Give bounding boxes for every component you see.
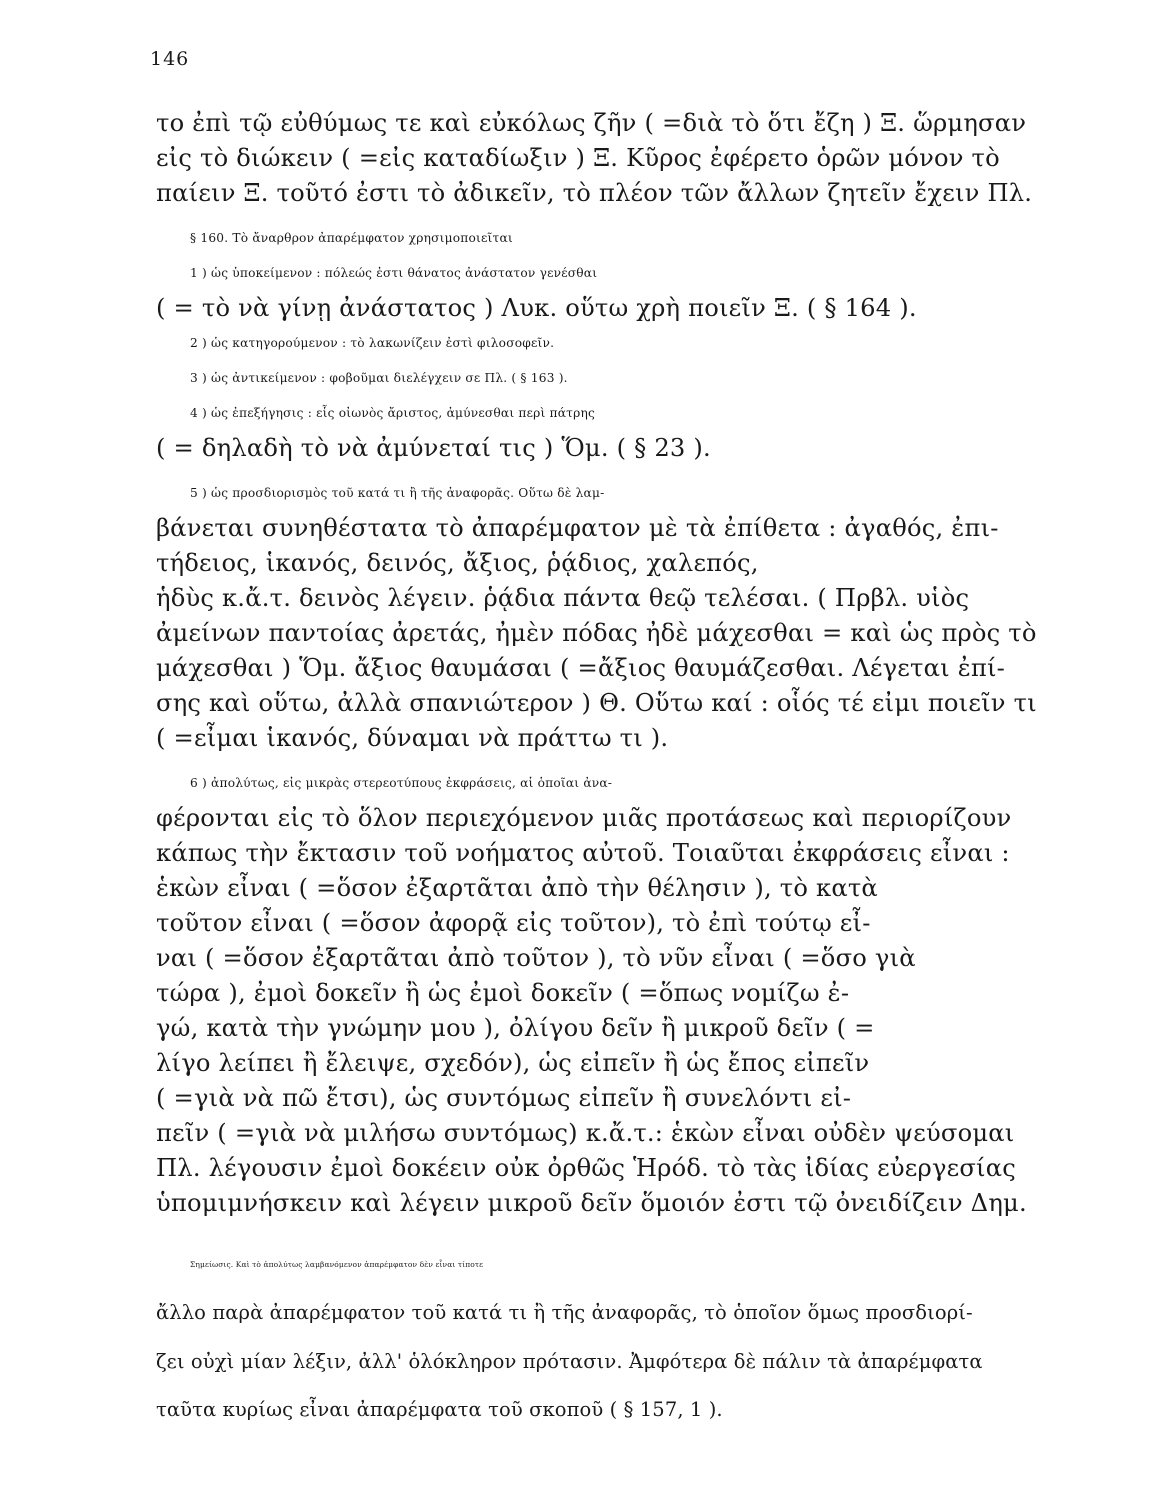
text-line: ἡδὺς κ.ἄ.τ. δεινὸς λέγειν. ῥᾴδια πάντα θεῷ τελέσαι. ( Πρβλ. υἱὸς: [156, 584, 970, 612]
text-line: ἑκὼν εἶναι ( =ὅσον ἐξαρτᾶται ἀπὸ τὴν θέλησιν ), τὸ κατὰ: [156, 874, 878, 902]
text-line: ( = τὸ νὰ γίνῃ ἀνάστατος ) Λυκ. οὕτω χρὴ ποιεῖν Ξ. ( § 164 ).: [156, 294, 917, 322]
note-line: ζει οὐχὶ μίαν λέξιν, ἀλλ' ὁλόκληρον πρότασιν. Ἀμφότερα δὲ πάλιν τὰ ἀπαρέμφατα: [156, 1349, 983, 1373]
text-line: παίειν Ξ. τοῦτό ἐστι τὸ ἀδικεῖν, τὸ πλέον τῶν ἄλλων ζητεῖν ἔχειν Πλ.: [156, 179, 1033, 207]
text-line: μάχεσθαι ) Ὅμ. ἄξιος θαυμάσαι ( =ἄξιος θαυμάζεσθαι. Λέγεται ἐπί-: [156, 654, 1006, 682]
text-line: τήδειος, ἱκανός, δεινός, ἄξιος, ῥᾴδιος, χαλεπός,: [156, 549, 759, 577]
text-line: γώ, κατὰ τὴν γνώμην μου ), ὀλίγου δεῖν ἢ μικροῦ δεῖν ( =: [156, 1014, 875, 1042]
text-line: 5 ) ὡς προσδιορισμὸς τοῦ κατά τι ἢ τῆς ἀναφορᾶς. Οὕτω δὲ λαμ-: [190, 486, 605, 500]
text-line: εἰς τὸ διώκειν ( =εἰς καταδίωξιν ) Ξ. Κῦρος ἐφέρετο ὁρῶν μόνον τὸ: [156, 144, 1000, 172]
text-line: βάνεται συνηθέστατα τὸ ἀπαρέμφατον μὲ τὰ ἐπίθετα : ἀγαθός, ἐπι-: [156, 514, 999, 542]
text-line: κάπως τὴν ἔκτασιν τοῦ νοήματος αὐτοῦ. Τοιαῦται ἐκφράσεις εἶναι :: [156, 839, 1010, 867]
main-text: [156, 106, 1070, 1221]
text-line: 1 ) ὡς ὑποκείμενον : πόλεώς ἐστι θάνατος ἀνάστατον γενέσθαι: [190, 266, 598, 280]
note-line: ταῦτα κυρίως εἶναι ἀπαρέμφατα τοῦ σκοποῦ ( § 157, 1 ).: [156, 1398, 723, 1421]
text-line: το ἐπὶ τῷ εὐθύμως τε καὶ εὐκόλως ζῆν ( =διὰ τὸ ὅτι ἔζη ) Ξ. ὥρμησαν: [156, 109, 1027, 137]
footnote: [156, 1242, 1070, 1444]
text-line: 2 ) ὡς κατηγορούμενον : τὸ λακωνίζειν ἐστὶ φιλοσοφεῖν.: [190, 336, 555, 350]
text-line: πεῖν ( =γιὰ νὰ μιλήσω συντόμως) κ.ἄ.τ.: ἑκὼν εἶναι οὐδὲν ψεύσομαι: [156, 1119, 1015, 1147]
text-line: τοῦτον εἶναι ( =ὅσον ἀφορᾷ εἰς τοῦτον), τὸ ἐπὶ τούτῳ εἶ-: [156, 909, 871, 937]
text-line: ( =εἶμαι ἱκανός, δύναμαι νὰ πράττω τι ).: [156, 724, 669, 752]
text-line: σης καὶ οὕτω, ἀλλὰ σπανιώτερον ) Θ. Οὕτω καί : οἷός τέ εἰμι ποιεῖν τι: [156, 689, 1037, 717]
text-line: 6 ) ἀπολύτως, εἰς μικρὰς στερεοτύπους ἐκφράσεις, αἱ ὁποῖαι ἀνα-: [190, 776, 613, 790]
page-number: 146: [150, 48, 190, 70]
text-line: λίγο λείπει ἢ ἔλειψε, σχεδόν), ὡς εἰπεῖν ἢ ὡς ἔπος εἰπεῖν: [156, 1049, 870, 1077]
text-line: ναι ( =ὅσον ἐξαρτᾶται ἀπὸ τοῦτον ), τὸ νῦν εἶναι ( =ὅσο γιὰ: [156, 944, 916, 972]
text-line: ἀμείνων παντοίας ἀρετάς, ἠμὲν πόδας ἠδὲ μάχεσθαι = καὶ ὡς πρὸς τὸ: [156, 619, 1037, 647]
text-line: 3 ) ὡς ἀντικείμενον : φοβοῦμαι διελέγχειν σε Πλ. ( § 163 ).: [190, 371, 568, 385]
text-line: Πλ. λέγουσιν ἐμοὶ δοκέειν οὐκ ὀρθῶς Ἡρόδ. τὸ τὰς ἰδίας εὐεργεσίας: [156, 1154, 1016, 1182]
text-line: φέρονται εἰς τὸ ὅλον περιεχόμενον μιᾶς προτάσεως καὶ περιορίζουν: [156, 804, 1012, 832]
text-line: 4 ) ὡς ἐπεξήγησις : εἷς οἰωνὸς ἄριστος, ἀμύνεσθαι περὶ πάτρης: [190, 406, 596, 420]
text-line: ( =γιὰ νὰ πῶ ἔτσι), ὡς συντόμως εἰπεῖν ἢ συνελόντι εἰ-: [156, 1084, 852, 1112]
section-heading: § 160. Τὸ ἄναρθρον ἀπαρέμφατον χρησιμοποιεῖται: [190, 231, 513, 245]
text-line: ( = δηλαδὴ τὸ νὰ ἀμύνεταί τις ) Ὅμ. ( § 23 ).: [156, 434, 711, 462]
note-line: Σημείωσις. Καὶ τὸ ἀπολύτως λαμβανόμενον ἀπαρέμφατον δὲν εἶναι τίποτε: [190, 1259, 484, 1269]
text-line: ὑπομιμνήσκειν καὶ λέγειν μικροῦ δεῖν ὅμοιόν ἐστι τῷ ὀνειδίζειν Δημ.: [156, 1189, 1027, 1217]
text-line: τώρα ), ἐμοὶ δοκεῖν ἢ ὡς ἐμοὶ δοκεῖν ( =ὅπως νομίζω ἐ-: [156, 979, 850, 1007]
note-line: ἄλλο παρὰ ἀπαρέμφατον τοῦ κατά τι ἢ τῆς ἀναφορᾶς, τὸ ὁποῖον ὅμως προσδιορί-: [156, 1301, 973, 1324]
